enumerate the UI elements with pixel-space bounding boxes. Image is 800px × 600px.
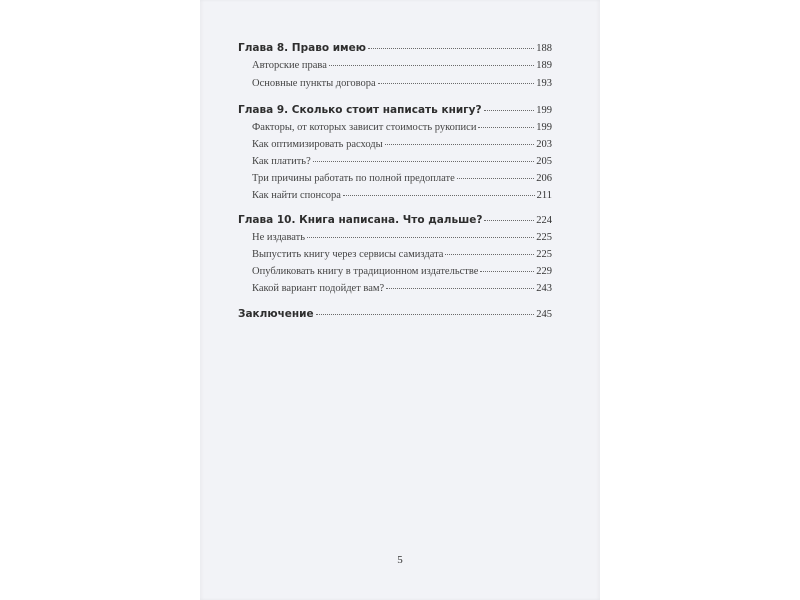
toc-section <box>252 266 552 282</box>
page-number: 5 <box>397 554 403 566</box>
toc-section-title: Не издавать <box>252 232 306 243</box>
toc-section-title: Как найти спонсора <box>252 190 341 201</box>
dot-leader <box>343 194 535 196</box>
toc-section <box>252 190 552 206</box>
toc-page-number: 206 <box>536 173 552 184</box>
toc-chapter-title: Глава 9. Сколько стоит написать книгу? <box>238 104 482 116</box>
book-page <box>200 0 600 600</box>
toc-chapter-title: Глава 10. Книга написана. Что дальше? <box>238 214 483 226</box>
toc-section <box>252 139 552 155</box>
toc-page-number: 205 <box>536 156 552 167</box>
toc-page-number: 189 <box>536 60 552 71</box>
dot-leader <box>385 143 535 145</box>
dot-leader <box>484 219 534 221</box>
toc-section-title: Опубликовать книгу в традиционном издательстве <box>252 266 479 277</box>
toc-section-title: Выпустить книгу через сервисы самиздата <box>252 249 444 260</box>
toc-section <box>252 122 552 138</box>
toc-section <box>252 78 552 94</box>
dot-leader <box>386 287 534 289</box>
toc-page-number: 229 <box>536 266 552 277</box>
dot-leader <box>368 47 534 49</box>
toc-chapter-9 <box>238 104 552 120</box>
toc-page-number: 193 <box>536 78 552 89</box>
toc-chapter-title: Заключение <box>238 308 314 320</box>
toc-page-number: 225 <box>536 249 552 260</box>
toc-section-title: Какой вариант подойдет вам? <box>252 283 385 294</box>
toc-section <box>252 173 552 189</box>
toc-section-title: Основные пункты договора <box>252 78 376 89</box>
toc-section <box>252 156 552 172</box>
dot-leader <box>329 64 534 66</box>
toc-page-number: 203 <box>536 139 552 150</box>
dot-leader <box>478 126 534 128</box>
dot-leader <box>307 236 534 238</box>
dot-leader <box>316 313 535 315</box>
toc-section <box>252 60 552 76</box>
toc-page-number: 188 <box>536 43 552 54</box>
dot-leader <box>445 253 534 255</box>
toc-page-number: 225 <box>536 232 552 243</box>
toc-section <box>252 249 552 265</box>
dot-leader <box>484 109 535 111</box>
toc-page-number: 243 <box>536 283 552 294</box>
toc-section-title: Факторы, от которых зависит стоимость рукописи <box>252 122 477 133</box>
toc-page-number: 245 <box>536 309 552 320</box>
toc-chapter-title: Глава 8. Право имею <box>238 42 366 54</box>
toc-section <box>252 283 552 299</box>
toc-page-number: 224 <box>536 215 552 226</box>
toc-section-title: Авторские права <box>252 60 327 71</box>
toc-section <box>252 232 552 248</box>
toc-page-number: 199 <box>536 122 552 133</box>
toc-section-title: Как платить? <box>252 156 311 167</box>
dot-leader <box>457 177 535 179</box>
dot-leader <box>480 270 534 272</box>
dot-leader <box>378 82 535 84</box>
toc-chapter-10 <box>238 214 552 230</box>
toc-section-title: Три причины работать по полной предоплате <box>252 173 455 184</box>
toc-chapter-8 <box>238 42 552 58</box>
dot-leader <box>313 160 535 162</box>
toc-conclusion <box>238 308 552 324</box>
toc-page-number: 211 <box>536 190 552 201</box>
toc-section-title: Как оптимизировать расходы <box>252 139 383 150</box>
toc-page-number: 199 <box>536 105 552 116</box>
